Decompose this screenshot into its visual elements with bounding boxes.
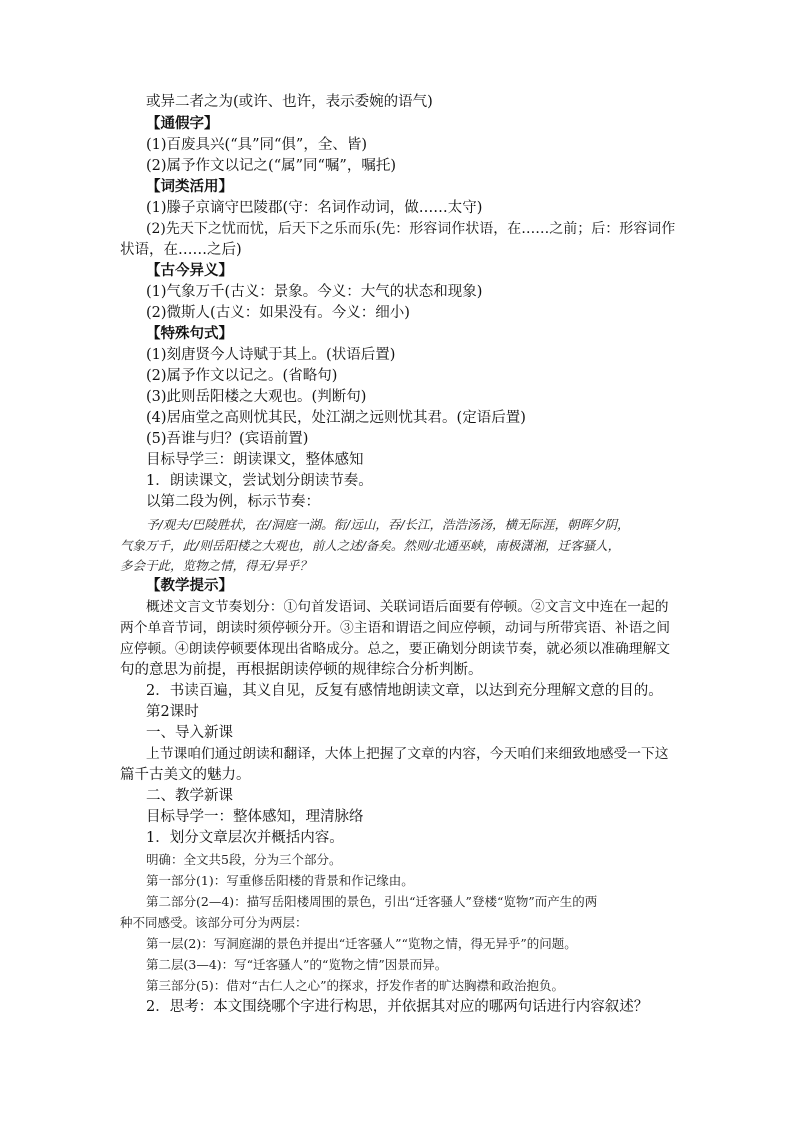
text-line: (5)吾谁与归？(宾语前置) <box>146 431 309 447</box>
text-line: (2)属予作文以记之(“属”同“嘱”，嘱托) <box>146 158 397 174</box>
text-line: 一、导入新课 <box>146 725 233 741</box>
text-line: 应停顿。④朗读停顿要体现出省略成分。总之，要正确划分朗读节奏，就必须以准确理解文 <box>120 641 671 657</box>
text-line: (1)滕子京谪守巴陵郡(守：名词作动词，做……太守) <box>146 200 483 216</box>
text-line: 第一层(2)：写洞庭湖的景色并提出“迁客骚人”“览物之情，得无异乎”的问题。 <box>146 936 577 951</box>
text-line: 概述文言文节奏划分：①句首发语词、关联词语后面要有停顿。②文言文中连在一起的 <box>146 599 669 615</box>
text-line: 上节课咱们通过朗读和翻译，大体上把握了文章的内容，今天咱们来细致地感受一下这 <box>146 746 669 762</box>
text-line: 状语，在……之后) <box>120 242 242 258</box>
text-line: 篇千古美文的魅力。 <box>120 767 251 783</box>
excerpt-line: 多会于此，览物之情，得无/异乎？ <box>120 558 312 573</box>
section-heading-cilei: 【词类活用】 <box>146 178 233 195</box>
goal-heading: 目标导学一：整体感知，理清脉络 <box>146 809 364 825</box>
text-line: 第二层(3—4)：写“迁客骚人”的“览物之情”因景而异。 <box>146 957 448 972</box>
text-line: 句的意思为前提，再根据朗读停顿的规律综合分析判断。 <box>120 662 483 678</box>
text-line: 1．划分文章层次并概括内容。 <box>146 830 344 846</box>
text-line: (2)属予作文以记之。(省略句) <box>146 368 338 384</box>
excerpt-line: 气象万千，此/则岳阳楼之大观也，前人之述/备矣。然则/北通巫峡，南极潇湘，迁客骚人， <box>120 538 621 553</box>
section-heading-teshu: 【特殊句式】 <box>146 325 233 342</box>
section-heading-tongjiazi: 【通假字】 <box>146 115 219 132</box>
section-heading-gujin: 【古今异义】 <box>146 262 233 279</box>
text-line: 或异二者之为(或许、也许，表示委婉的语气) <box>146 94 433 110</box>
text-line: 明确：全文共5段，分为三个部分。 <box>146 852 342 867</box>
text-line: (2)先天下之忧而忧，后天下之乐而乐(先：形容词作状语，在……之前；后：形容词作 <box>146 221 676 237</box>
excerpt-line: 予/观夫/巴陵胜状，在/洞庭一湖。衔/远山，吞/长江，浩浩汤汤，横无际涯，朝晖夕阴， <box>146 517 630 532</box>
text-line: 1．朗读课文，尝试划分朗读节奏。 <box>146 473 373 489</box>
text-line: (4)居庙堂之高则忧其民，处江湖之远则忧其君。(定语后置) <box>146 410 526 426</box>
text-line: (1)气象万千(古义：景象。今义：大气的状态和现象) <box>146 284 483 300</box>
text-line: 2．思考：本文围绕哪个字进行构思，并依据其对应的哪两句话进行内容叙述？ <box>146 999 649 1015</box>
text-line: 二、教学新课 <box>146 788 233 804</box>
text-line: 第2课时 <box>146 704 199 720</box>
text-line: 以第二段为例，标示节奏： <box>146 494 320 510</box>
text-line: (1)百废具兴(“具”同“俱”，全、皆) <box>146 137 368 153</box>
text-line: (2)微斯人(古义：如果没有。今义：细小) <box>146 305 410 321</box>
text-line: (3)此则岳阳楼之大观也。(判断句) <box>146 389 367 405</box>
text-line: 第一部分(1)：写重修岳阳楼的背景和作记缘由。 <box>146 873 414 888</box>
text-line: 第二部分(2—4)：描写岳阳楼周围的景色，引出“迁客骚人”登楼“览物”而产生的两 <box>146 894 598 909</box>
text-line: 2．书读百遍，其义自见，反复有感情地朗读文章，以达到充分理解文意的目的。 <box>146 683 663 699</box>
text-line: 种不同感受。该部分可分为两层： <box>120 915 308 930</box>
text-line: 两个单音节词，朗读时须停顿分开。③主语和谓语之间应停顿，动词与所带宾语、补语之间 <box>120 620 671 636</box>
text-line: (1)刻唐贤今人诗赋于其上。(状语后置) <box>146 347 396 363</box>
goal-heading: 目标导学三：朗读课文，整体感知 <box>146 452 364 468</box>
section-heading-tishi: 【教学提示】 <box>146 577 233 594</box>
text-line: 第三部分(5)：借对“古仁人之心”的探求，抒发作者的旷达胸襟和政治抱负。 <box>146 978 564 993</box>
